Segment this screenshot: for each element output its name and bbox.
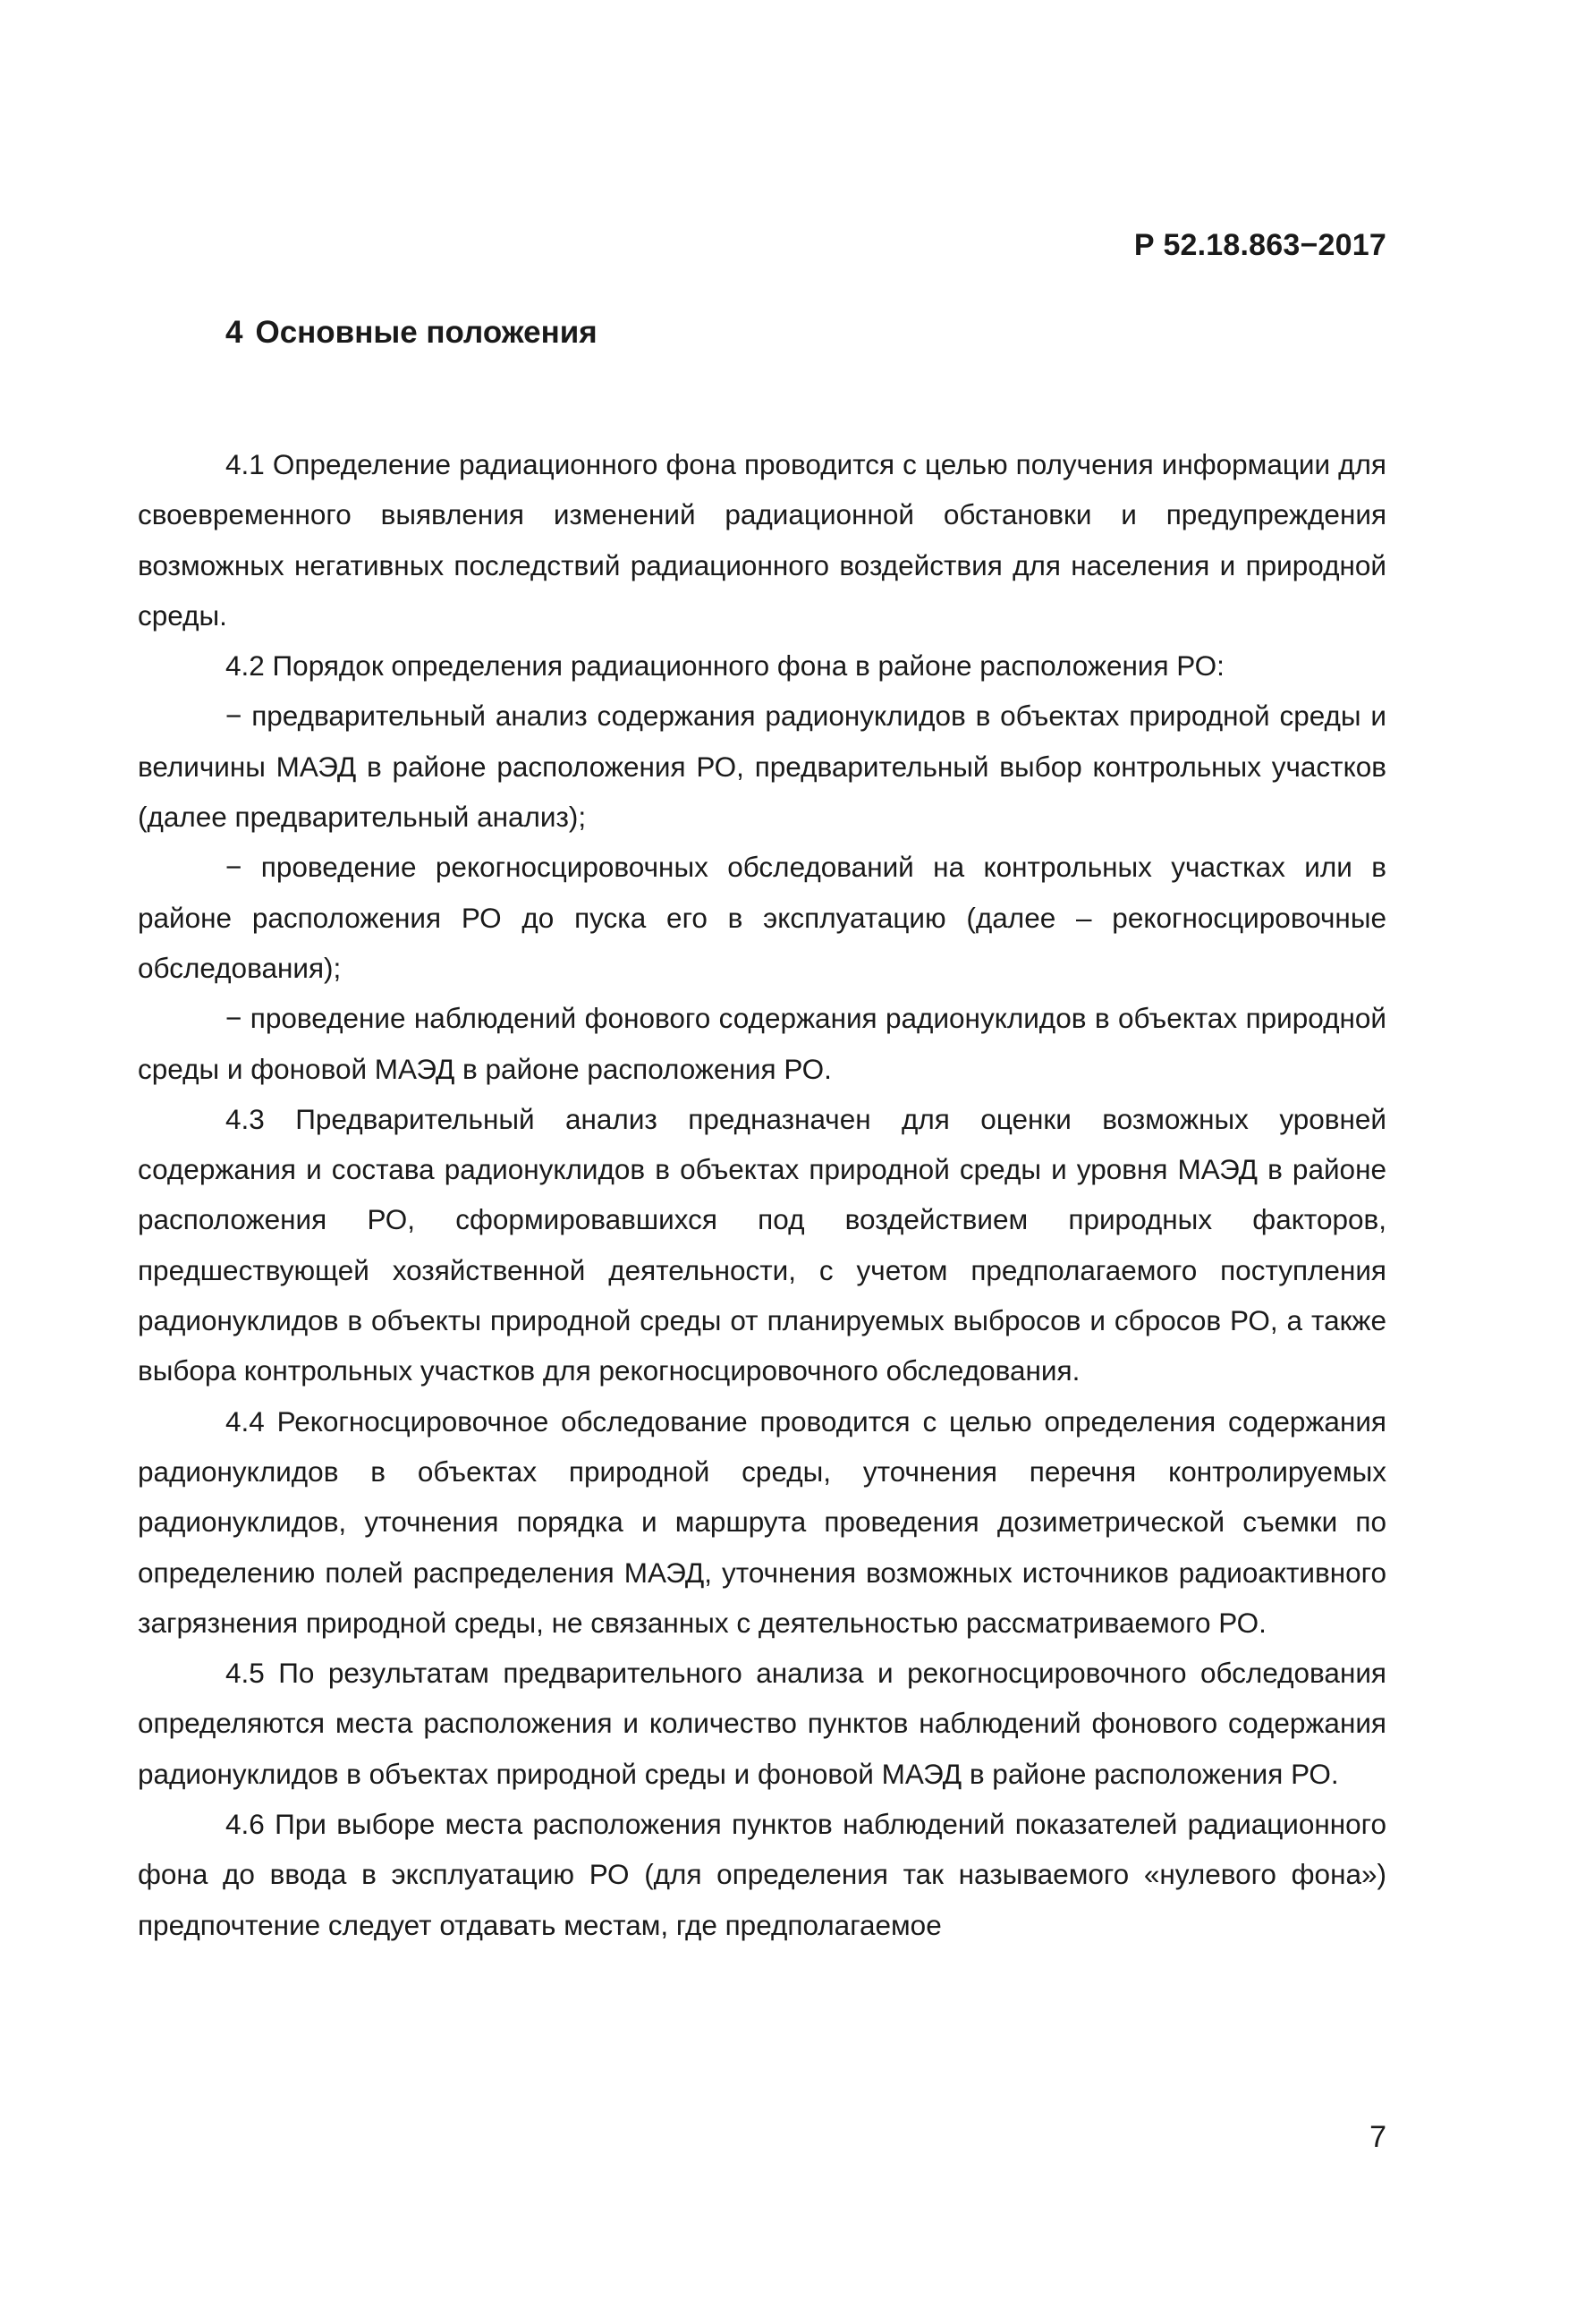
list-item-background-observations: − проведение наблюдений фонового содержания радионуклидов в объектах природной среды и фоновой МАЭД в районе расположения РО. — [138, 1002, 1386, 1085]
paragraph-4-5: 4.5 По результатам предварительного анализа и рекогносцировочного обследования определяются места расположения и количество пунктов наблюдений фонового содержания радионуклидов в объектах природной среды и фоновой МАЭД в районе расположения РО. — [138, 1657, 1386, 1790]
paragraph-4-4: 4.4 Рекогносцировочное обследование проводится с целью определения содержания радионуклидов в объектах природной среды, уточнения перечня контролируемых радионуклидов, уточнения порядка и маршрута проведения дозиметрической съемки по определению полей распределения МАЭД, уточнения возможных источников радиоактивного загрязнения природной среды, не связанных с деятельностью рассматриваемого РО. — [138, 1404, 1386, 1639]
section-number: 4 — [225, 315, 243, 350]
list-item-reconnaissance-surveys: − проведение рекогносцировочных обследований на контрольных участках или в районе расположения РО до пуска его в эксплуатацию (далее – рекогносцировочные обследования); — [138, 851, 1386, 984]
page-number: 7 — [1369, 2120, 1386, 2154]
paragraph-4-2: 4.2 Порядок определения радиационного фона в районе расположения РО: — [225, 649, 1225, 683]
body-text — [138, 439, 1386, 1950]
paragraph-4-6: 4.6 При выборе места расположения пунктов наблюдений показателей радиационного фона до ввода в эксплуатацию РО (для определения так называемого «нулевого фона») предпочтение следует отдавать местам, где предполагаемое — [138, 1808, 1386, 1941]
paragraph-4-3: 4.3 Предварительный анализ предназначен для оценки возможных уровней содержания и состава радионуклидов в объектах природной среды и уровня МАЭД в районе расположения РО, сформировавшихся под воздействием природных факторов, предшествующей хозяйственной деятельности, с учетом предполагаемого поступления радионуклидов в объекты природной среды от планируемых выбросов и сбросов РО, а также выбора контрольных участков для рекогносцировочного обследования. — [138, 1102, 1386, 1387]
section-heading — [225, 315, 598, 351]
document-code: Р 52.18.863−2017 — [1133, 228, 1386, 262]
list-item-preliminary-analysis: − предварительный анализ содержания радионуклидов в объектах природной среды и величины МАЭД в районе расположения РО, предварительный выбор контрольных участков (далее предварительный анализ); — [138, 700, 1386, 834]
paragraph-4-1: 4.1 Определение радиационного фона проводится с целью получения информации для своевременного выявления изменений радиационной обстановки и предупреждения возможных негативных последствий радиационного воздействия для населения и природной среды. — [138, 448, 1386, 632]
section-title: Основные положения — [255, 315, 598, 350]
